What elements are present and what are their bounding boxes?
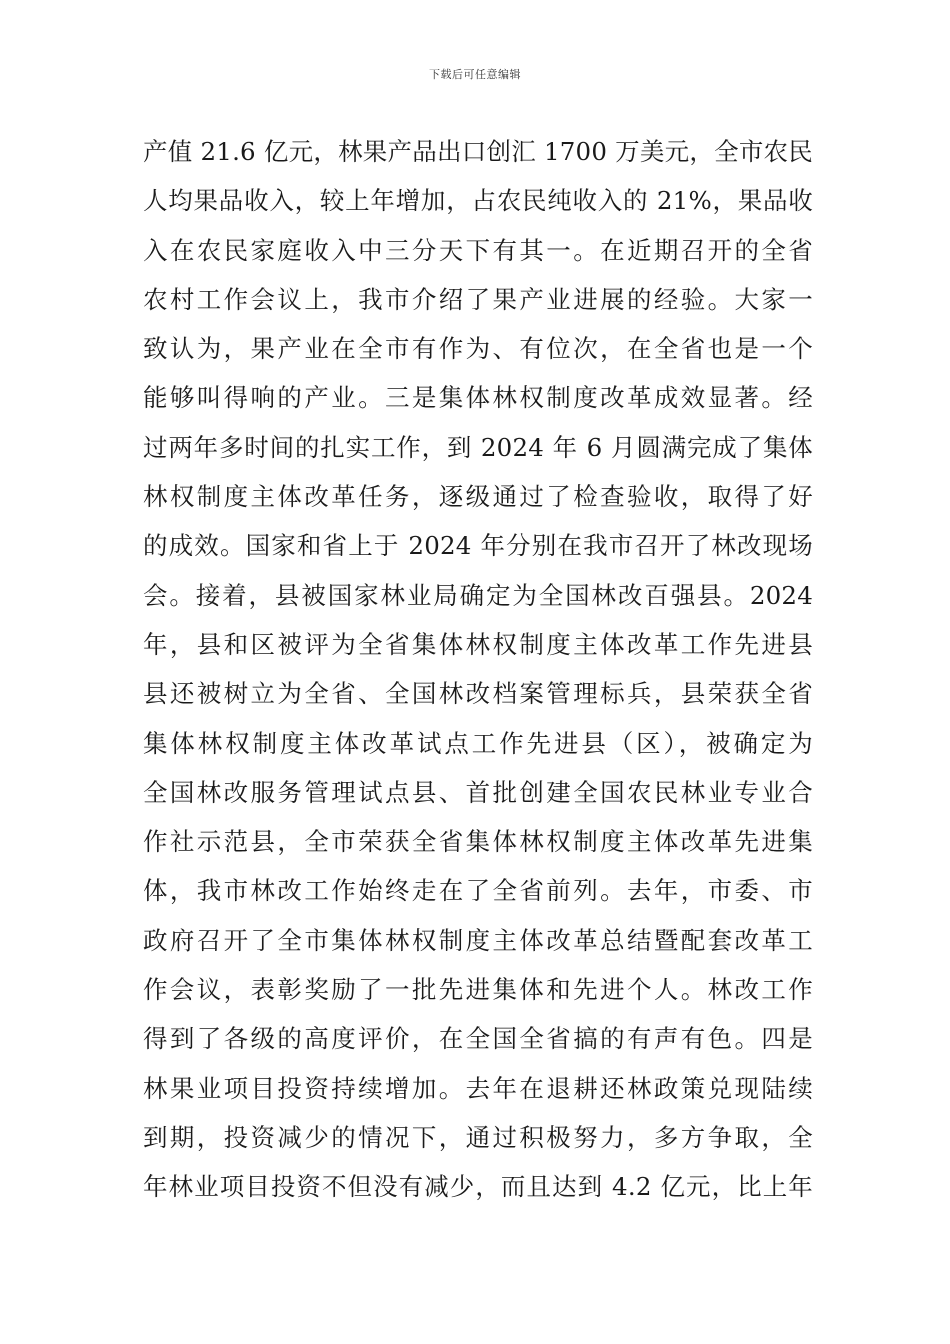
text-line: 产值 21.6 亿元，林果产品出口创汇 1700 万美元，全市农民: [143, 137, 813, 166]
text-line: 能够叫得响的产业。三是集体林权制度改革成效显著。经: [143, 383, 813, 413]
text-line: 政府召开了全市集体林权制度主体改革总结暨配套改革工: [143, 925, 813, 955]
text-line: 会。接着，县被国家林业局确定为全国林改百强县。2024: [143, 580, 813, 610]
header-note: 下载后可任意编辑: [429, 68, 521, 81]
text-line: 作会议，表彰奖励了一批先进集体和先进个人。林改工作: [143, 975, 813, 1005]
body-text: [143, 127, 813, 1212]
text-line: 年，县和区被评为全省集体林权制度主体改革工作先进县: [143, 629, 813, 659]
text-line: 体，我市林改工作始终走在了全省前列。去年，市委、市: [143, 876, 813, 906]
text-line: 林权制度主体改革任务，逐级通过了检查验收，取得了好: [143, 482, 813, 512]
text-line: 入在农民家庭收入中三分天下有其一。在近期召开的全省: [143, 235, 813, 265]
text-line: 的成效。国家和省上于 2024 年分别在我市召开了林改现场: [143, 531, 813, 561]
text-line: 人均果品收入，较上年增加，占农民纯收入的 21%，果品收: [143, 186, 813, 216]
text-line: 致认为，果产业在全市有作为、有位次，在全省也是一个: [143, 334, 813, 364]
text-line: 全国林改服务管理试点县、首批创建全国农民林业专业合: [143, 777, 813, 807]
text-line: 过两年多时间的扎实工作，到 2024 年 6 月圆满完成了集体: [143, 432, 813, 462]
text-line: 集体林权制度主体改革试点工作先进县（区），被确定为: [143, 728, 813, 758]
text-line: 年林业项目投资不但没有减少，而且达到 4.2 亿元，比上年: [143, 1172, 813, 1202]
text-line: 林果业项目投资持续增加。去年在退耕还林政策兑现陆续: [143, 1073, 813, 1103]
text-line: 作社示范县，全市荣获全省集体林权制度主体改革先进集: [143, 827, 813, 857]
text-line: 县还被树立为全省、全国林改档案管理标兵，县荣获全省: [143, 679, 813, 709]
text-line: 得到了各级的高度评价，在全国全省搞的有声有色。四是: [143, 1024, 813, 1054]
text-line: 农村工作会议上，我市介绍了果产业进展的经验。大家一: [143, 284, 813, 314]
text-line: 到期，投资减少的情况下，通过积极努力，多方争取，全: [143, 1122, 813, 1152]
